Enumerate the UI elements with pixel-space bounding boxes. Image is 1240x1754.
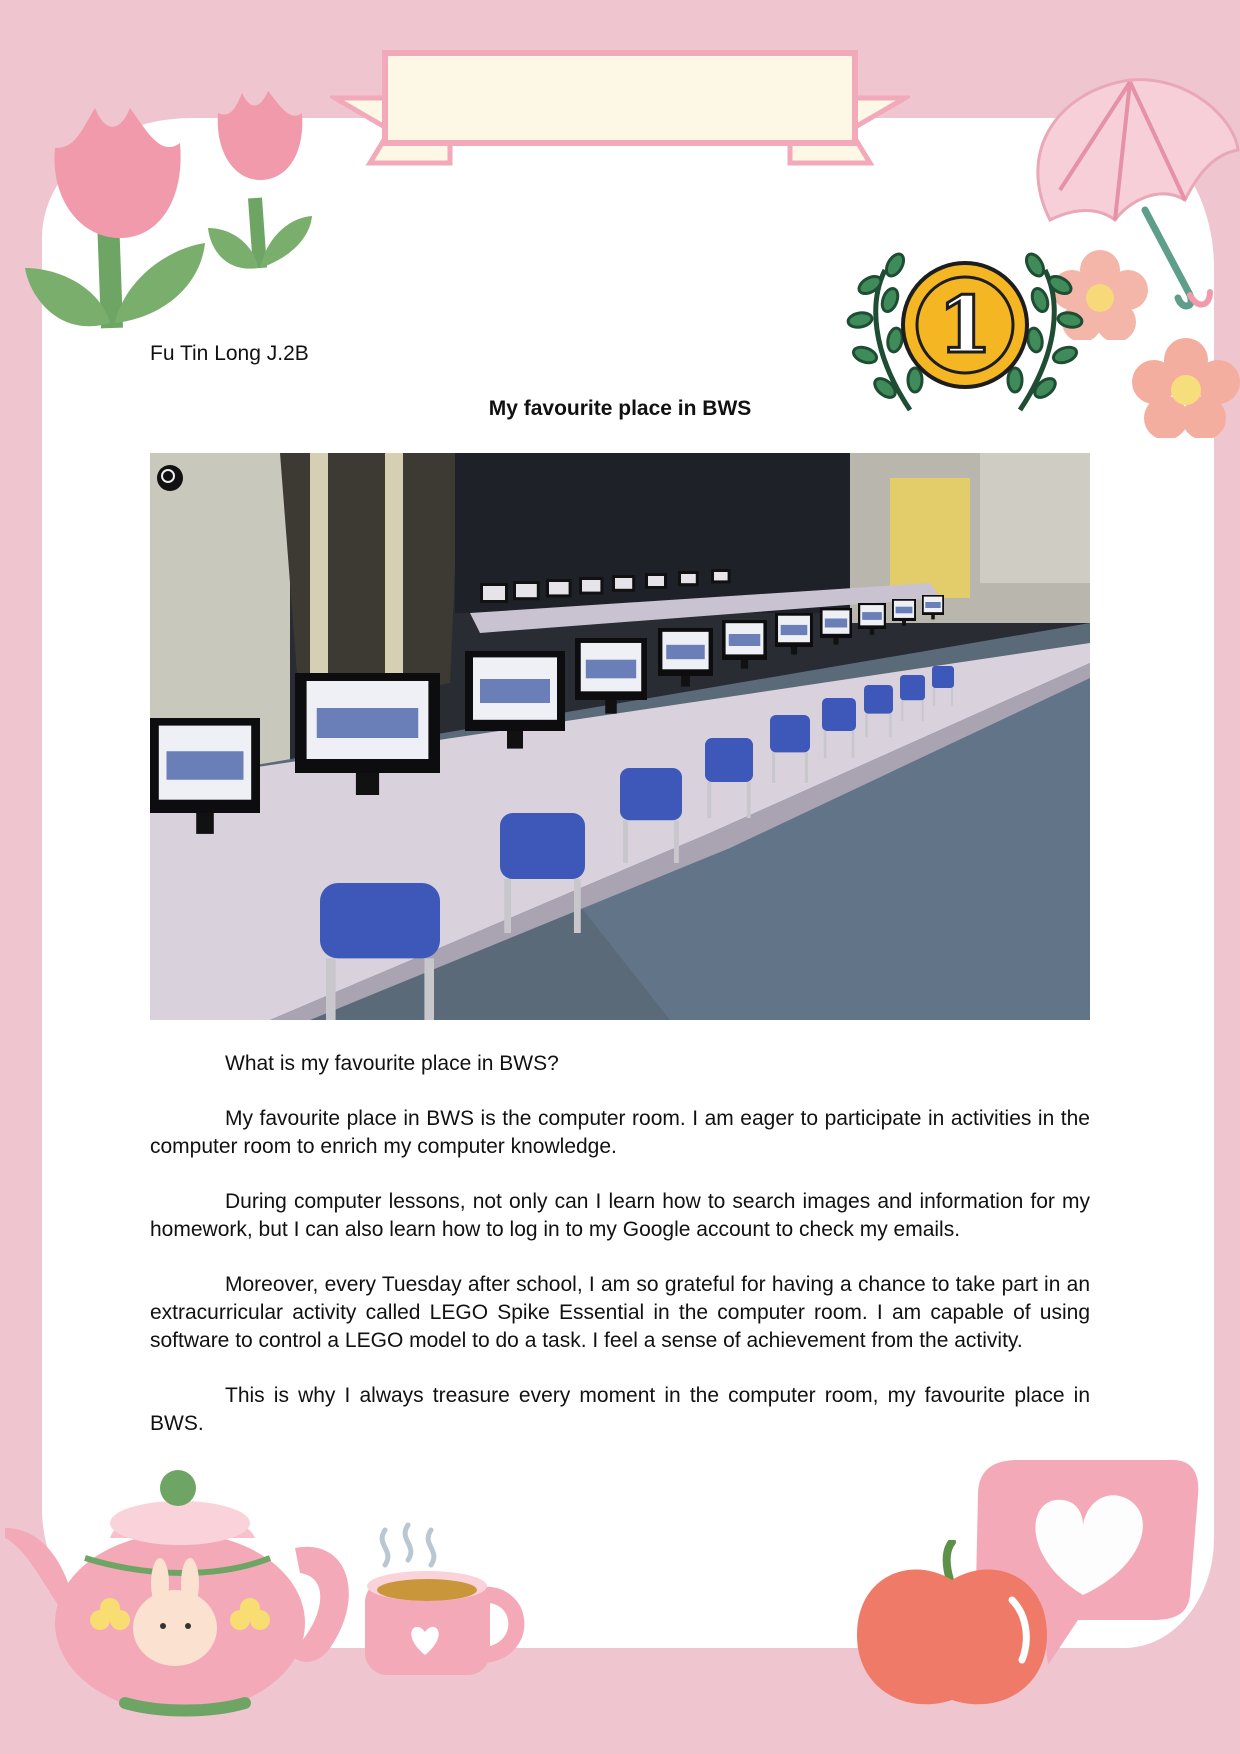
chair	[320, 883, 440, 958]
chair	[864, 685, 893, 714]
author-name: Fu Tin Long J.2B	[150, 342, 309, 365]
essay-question: What is my favourite place in BWS?	[225, 1052, 559, 1075]
chair	[620, 768, 682, 820]
flower-icon	[1132, 338, 1240, 438]
chair	[900, 675, 925, 700]
banner-ribbon	[330, 48, 910, 168]
chair	[705, 738, 753, 782]
essay-paragraph: During computer lessons, not only can I learn how to search images and information for my homework, but I can also learn how to log in to my Google account to check my emails.	[150, 1190, 1090, 1241]
teapot-icon	[0, 1448, 370, 1718]
essay-body	[150, 1050, 1090, 1465]
medal-icon	[840, 240, 1090, 420]
chair	[822, 698, 856, 731]
chair	[500, 813, 585, 879]
mug-icon	[360, 1520, 530, 1680]
essay-paragraph: My favourite place in BWS is the computer room. I am eager to participate in activities in the computer room to enrich my computer knowledge.	[150, 1107, 1090, 1158]
essay-paragraph: Moreover, every Tuesday after school, I am so grateful for having a chance to take part in an extracurricular activity called LEGO Spike Essential in the computer room. I am capable of using software to control a LEGO model to do a task. I feel a sense of achievement from the activity.	[150, 1273, 1090, 1352]
computer-room-photo	[150, 453, 1090, 1020]
tulip-icon	[20, 88, 320, 358]
chair	[770, 715, 810, 752]
essay-paragraph: This is why I always treasure every moment in the computer room, my favourite place in BWS.	[150, 1384, 1090, 1435]
medal-numeral: 1	[937, 280, 993, 371]
chair	[932, 666, 954, 688]
page-title: My favourite place in BWS	[488, 397, 752, 420]
apple-icon	[852, 1540, 1052, 1715]
